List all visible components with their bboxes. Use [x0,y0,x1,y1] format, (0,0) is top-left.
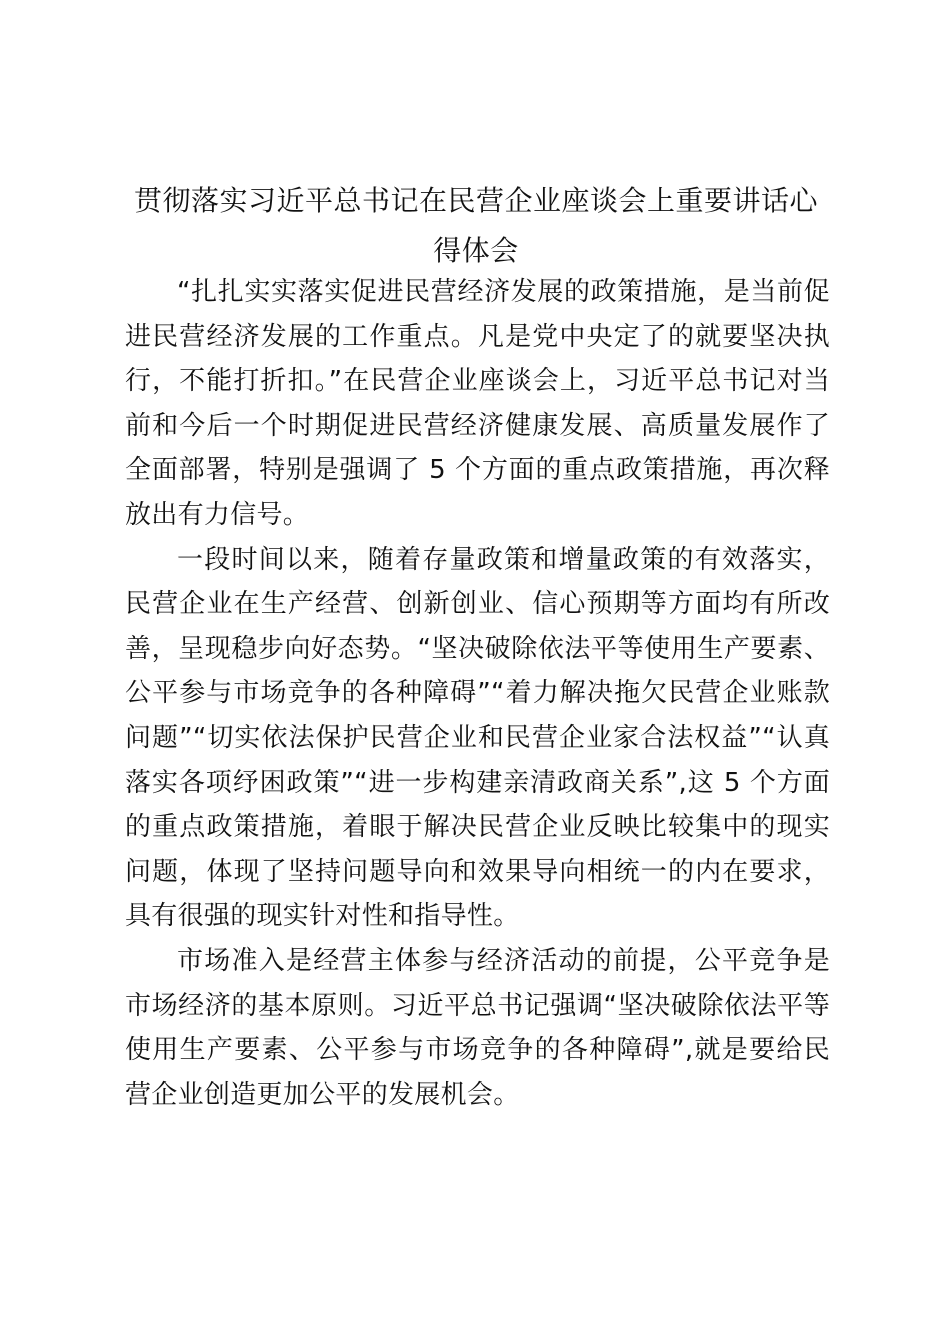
paragraph-2: 一段时间以来，随着存量政策和增量政策的有效落实，民营企业在生产经营、创新创业、信心预期等方面均有所改善，呈现稳步向好态势。“坚决破除依法平等使用生产要素、公平参与市场竞争的各种障碍”“着力解决拖欠民营企业账款问题”“切实依法保护民营企业和民营企业家合法权益”“认真落实各项纾困政策”“进一步构建亲清政商关系”,这 5 个方面的重点政策措施，着眼于解决民营企业反映比较集中的现实问题，体现了坚持问题导向和效果导向相统一的内在要求，具有很强的现实针对性和指导性。 [125,544,830,932]
paragraph-1: “扎扎实实落实促进民营经济发展的政策措施，是当前促进民营经济发展的工作重点。凡是党中央定了的就要坚决执行，不能打折扣。”在民营企业座谈会上，习近平总书记对当前和今后一个时期促进民营经济健康发展、高质量发展作了全面部署，特别是强调了 5 个方面的重点政策措施，再次释放出有力信号。 [125,277,830,530]
document-body [125,270,830,1117]
document-title: 贯彻落实习近平总书记在民营企业座谈会上重要讲话心得体会 [133,184,818,267]
paragraph-3: 市场准入是经营主体参与经济活动的前提，公平竞争是市场经济的基本原则。习近平总书记强调“坚决破除依法平等使用生产要素、公平参与市场竞争的各种障碍”,就是要给民营企业创造更加公平的发展机会。 [125,945,830,1110]
